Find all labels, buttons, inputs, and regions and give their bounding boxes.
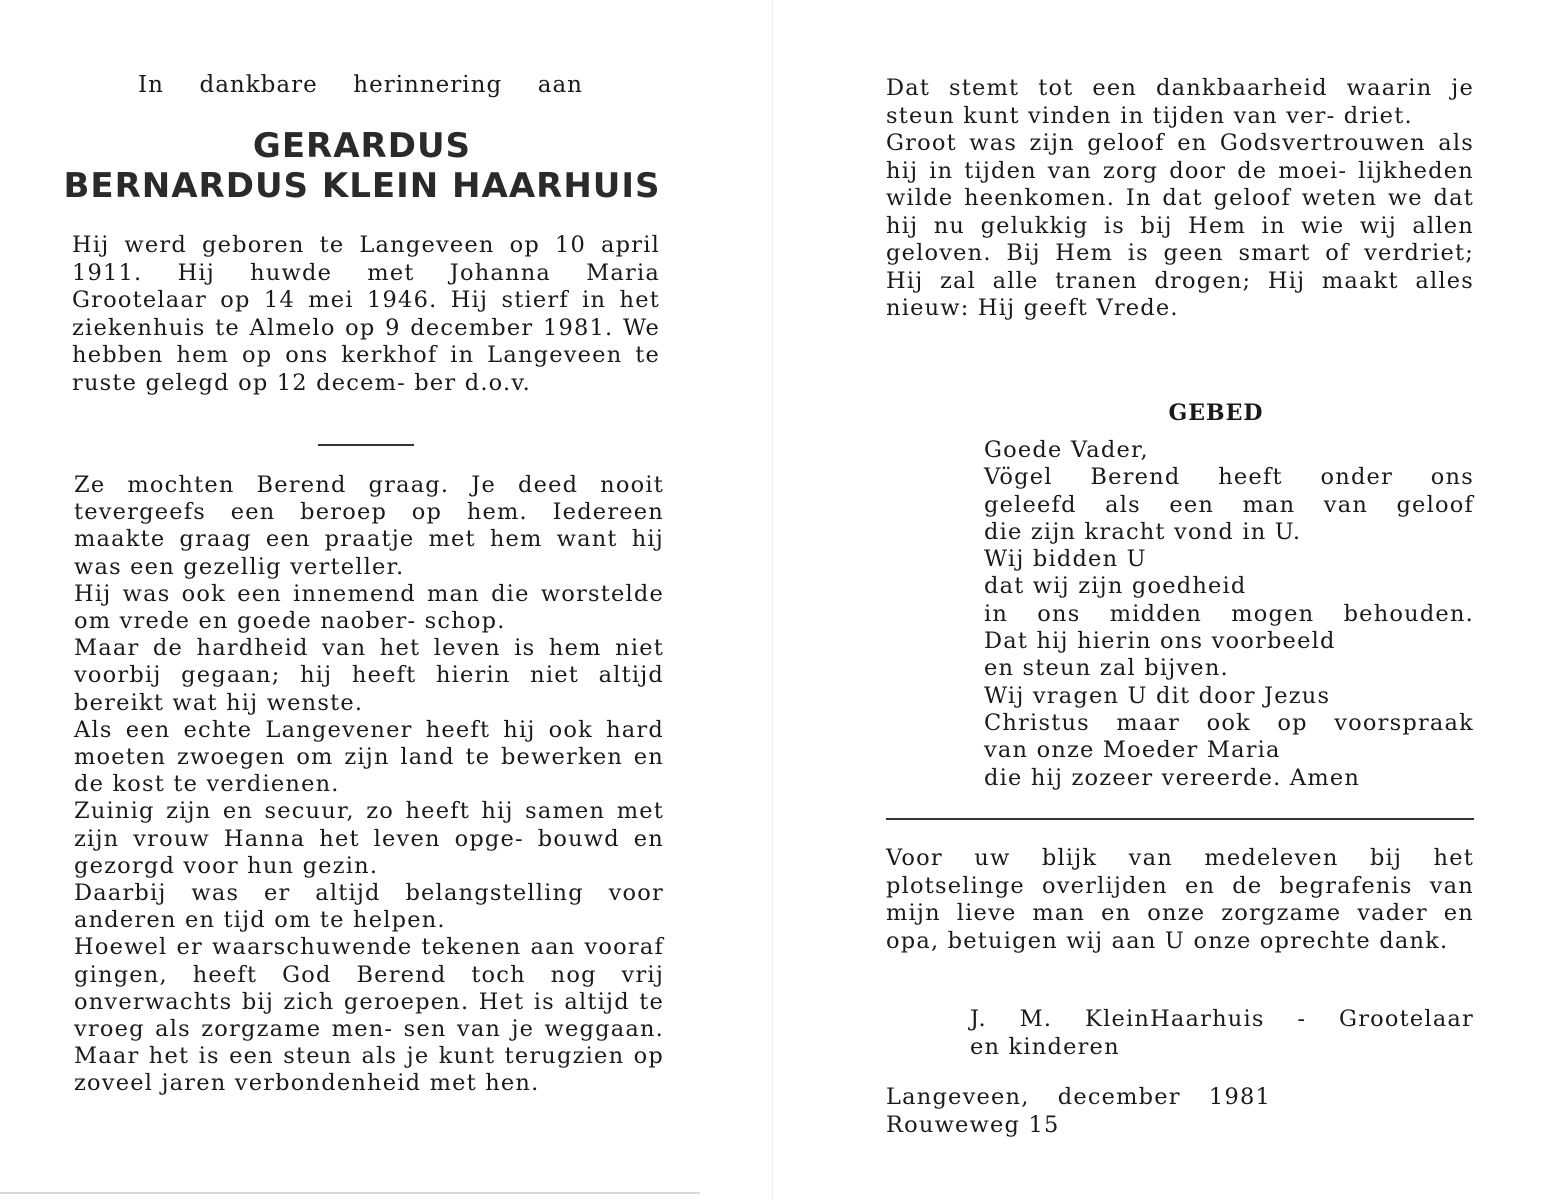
prayer-line: die zijn kracht vond in U.	[984, 518, 1302, 545]
prayer-line: geleefd als een man van geloof	[984, 491, 1474, 518]
prayer-line: Wij vragen U dit door Jezus	[984, 682, 1331, 709]
prayer-title: GEBED	[1168, 400, 1264, 426]
signature-line: en kinderen	[970, 1033, 1120, 1060]
place-and-address	[886, 1084, 1306, 1139]
prayer-line: Vögel Berend heeft onder ons	[984, 464, 1474, 491]
prayer	[984, 437, 1474, 792]
thanks-paragraph: Voor uw blijk van medeleven bij het plotselinge overlijden en de begrafenis van mijn lieve man en onze zorgzame vader en opa, betuigen wij aan U onze oprechte dank.	[886, 845, 1474, 954]
signature	[970, 1006, 1474, 1061]
divider	[886, 818, 1474, 820]
name-line-1: GERARDUS	[252, 126, 472, 166]
paragraph: Zuinig zijn en secuur, zo heeft hij samen met zijn vrouw Hanna het leven opge- bouwd en gezorgd voor hun gezin.	[74, 798, 664, 879]
paragraph: Hoewel er waarschuwende tekenen aan vooraf gingen, heeft God Berend toch nog vrij onverwachts bij zich geroepen. Het is altijd te vroeg als zorgzame men- sen van je weggaan. Maar het is een steun als je kunt terugzien op zoveel jaren verbondenheid met hen.	[74, 934, 664, 1097]
prayer-line: Dat hij hierin ons voorbeeld	[984, 628, 1336, 655]
paragraph: Daarbij was er altijd belangstelling voor anderen en tijd om te helpen.	[74, 880, 664, 934]
place-date: Langeveen, december 1981	[886, 1084, 1271, 1110]
memorial-text	[74, 472, 664, 1098]
address: Rouweweg 15	[886, 1111, 1060, 1138]
paragraph: Als een echte Langevener heeft hij ook hard moeten zwoegen om zijn land te bewerken en de kost te verdienen.	[74, 716, 664, 798]
paragraph: Maar de hardheid van het leven is hem niet voorbij gegaan; hij heeft hierin niet altijd bereikt wat hij wenste.	[74, 635, 664, 716]
paragraph: Ze mochten Berend graag. Je deed nooit tevergeefs een beroep op hem. Iedereen maakte graag een praatje met hem want hij was een gezellig verteller.	[74, 472, 664, 580]
intro-line: In dankbare herinnering aan	[138, 72, 583, 98]
prayer-line: Christus maar ook op voorspraak	[984, 709, 1474, 736]
prayer-line: dat wij zijn goedheid	[984, 573, 1247, 600]
prayer-line: Wij bidden U	[984, 546, 1147, 573]
prayer-line: Goede Vader,	[984, 437, 1149, 463]
deceased-name	[62, 126, 662, 206]
biography-paragraph: Hij werd geboren te Langeveen op 10 april 1911. Hij huwde met Johanna Maria Grootelaar op 14 mei 1946. Hij stierf in het ziekenhuis te Almelo op 9 december 1981. We hebben hem op ons kerkhof in Langeveen te ruste gelegd op 12 decem- ber d.o.v.	[72, 232, 660, 396]
signature-line: J. M. KleinHaarhuis - Grootelaar	[970, 1006, 1474, 1032]
prayer-line: en steun zal bijven.	[984, 655, 1229, 682]
right-page	[772, 0, 1544, 1200]
name-line-2: BERNARDUS KLEIN HAARHUIS	[63, 166, 661, 206]
prayer-line: in ons midden mogen behouden.	[984, 600, 1474, 627]
paragraph: Dat stemt tot een dankbaarheid waarin je steun kunt vinden in tijden van ver- driet.	[886, 75, 1474, 129]
card-edge	[0, 1192, 700, 1194]
divider	[318, 444, 414, 446]
paragraph: Groot was zijn geloof en Godsvertrouwen als hij in tijden van zorg door de moei- lijkheden wilde heenkomen. In dat geloof weten we dat hij nu gelukkig is bij Hem in wie wij allen geloven. Bij Hem is geen smart of verdriet; Hij zal alle tranen drogen; Hij maakt alles nieuw: Hij geeft Vrede.	[886, 130, 1474, 321]
prayer-line: die hij zozeer vereerde. Amen	[984, 764, 1361, 791]
paragraph: Hij was ook een innemend man die worstelde om vrede en goede naober- schop.	[74, 580, 664, 635]
prayer-line: van onze Moeder Maria	[984, 737, 1281, 764]
reflection-text	[886, 75, 1474, 323]
